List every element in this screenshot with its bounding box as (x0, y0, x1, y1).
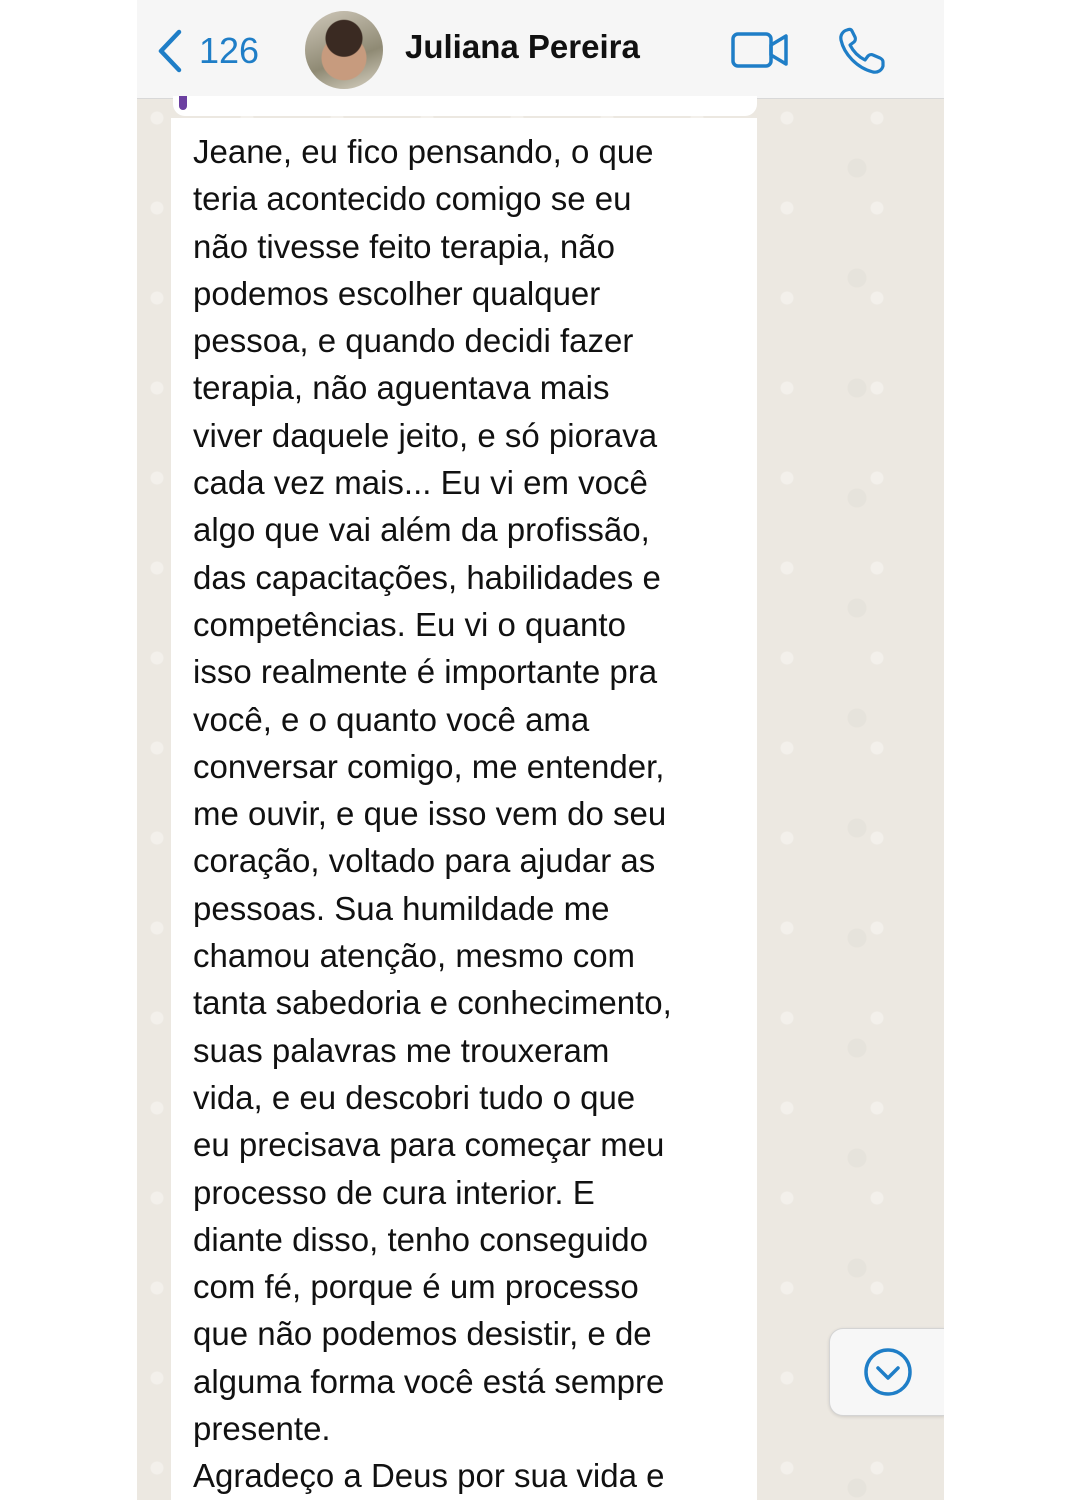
message-line: viver daquele jeito, e só piorava (193, 416, 658, 454)
message-line: coração, voltado para ajudar as (193, 842, 656, 880)
message-line: terapia, não aguentava mais (193, 369, 610, 407)
message-line: que não podemos desistir, e de (193, 1315, 652, 1353)
message-line: você, e o quanto você ama (193, 700, 590, 738)
message-line: presente. (193, 1410, 331, 1448)
chat-screen (137, 0, 944, 1500)
chevron-left-icon (155, 28, 185, 74)
message-line: pessoa, e quando decidi fazer (193, 322, 634, 360)
message-line: eu precisava para começar meu (193, 1126, 665, 1164)
avatar[interactable] (305, 11, 383, 89)
message-line: competências. Eu vi o quanto (193, 605, 626, 643)
previous-bubble (173, 96, 757, 116)
message-line: processo de cura interior. E (193, 1173, 595, 1211)
message-line: teria acontecido comigo se eu (193, 180, 632, 218)
message-line: não tivesse feito terapia, não (193, 227, 615, 265)
message-line: tanta sabedoria e conhecimento, (193, 984, 672, 1022)
message-line: podemos escolher qualquer (193, 274, 601, 312)
message-line: algo que vai além da profissão, (193, 511, 650, 549)
message-line: cada vez mais... Eu vi em você (193, 464, 648, 502)
quote-accent-bar (179, 96, 187, 110)
chevron-down-circle-icon (862, 1346, 914, 1398)
scroll-to-bottom-button[interactable] (829, 1328, 944, 1416)
message-line: com fé, porque é um processo (193, 1268, 639, 1306)
back-button[interactable] (155, 26, 259, 76)
message-line: alguma forma você está sempre (193, 1362, 665, 1400)
message-line: das capacitações, habilidades e (193, 558, 661, 596)
message-line: suas palavras me trouxeram (193, 1031, 610, 1069)
message-line: Agradeço a Deus por sua vida e (193, 1457, 665, 1495)
message-line: isso realmente é importante pra (193, 653, 658, 691)
video-camera-icon[interactable] (731, 30, 789, 70)
message-line: diante disso, tenho conseguido (193, 1220, 649, 1258)
message-line: chamou atenção, mesmo com (193, 937, 636, 975)
chat-header (137, 0, 944, 99)
message-line: conversar comigo, me entender, (193, 747, 665, 785)
message-line: Jeane, eu fico pensando, o que (193, 133, 654, 170)
message-line: me ouvir, e que isso vem do seu (193, 795, 667, 833)
message-line: vida, e eu descobri tudo o que (193, 1078, 636, 1116)
phone-icon[interactable] (837, 26, 887, 76)
message-text (193, 128, 753, 1500)
message-line: pessoas. Sua humildade me (193, 889, 610, 927)
unread-count: 126 (199, 30, 260, 71)
contact-name[interactable]: Juliana Pereira (405, 28, 640, 65)
